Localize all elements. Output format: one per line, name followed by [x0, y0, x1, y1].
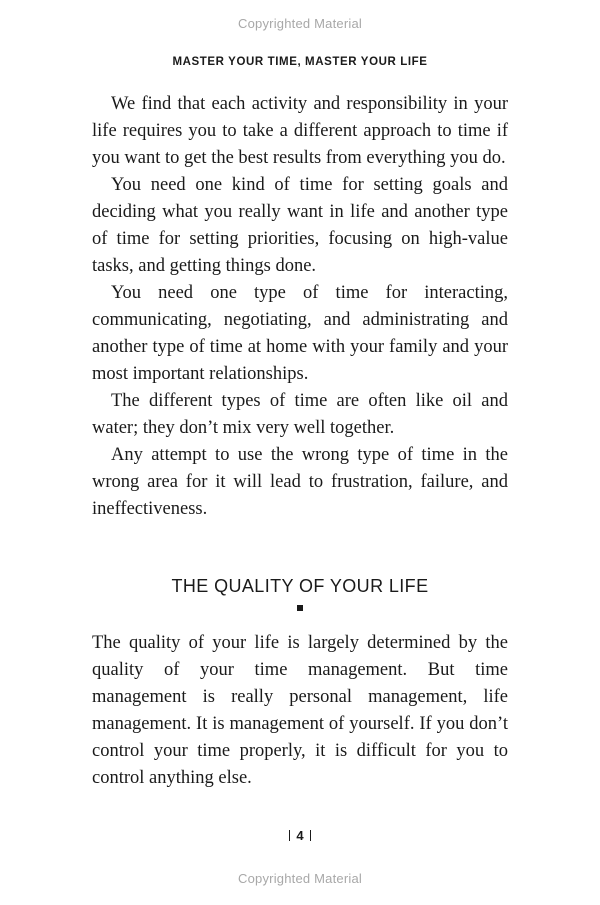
section-body-text: [92, 630, 508, 792]
copyright-watermark-top: Copyrighted Material: [238, 16, 362, 31]
paragraph: You need one kind of time for setting goals and deciding what you really want in life and another type of time for setting priorities, focusing on high-value tasks, and getting things done.: [92, 175, 508, 276]
paragraph: We find that each activity and responsibility in your life requires you to take a different approach to time if you want to get the best results from everything you do.: [92, 94, 508, 168]
page-folio: [0, 828, 600, 843]
page-number: 4: [296, 828, 304, 843]
section-paragraph: The quality of your life is largely determined by the quality of your time management. But time management is really personal management, life management. It is management of yourself. If you don’t control your time properly, it is difficult for you to control anything else.: [92, 633, 508, 788]
running-head: MASTER YOUR TIME, MASTER YOUR LIFE: [172, 56, 428, 68]
square-bullet-icon: [297, 605, 303, 611]
paragraph: The different types of time are often like oil and water; they don’t mix very well together.: [92, 391, 508, 438]
paragraph: You need one type of time for interacting, communicating, negotiating, and administrating and another type of time at home with your family and your most important relationships.: [92, 283, 508, 384]
folio-bar-right: [310, 830, 311, 841]
copyright-watermark-bottom: Copyrighted Material: [238, 871, 362, 886]
paragraph: Any attempt to use the wrong type of time in the wrong area for it will lead to frustration, failure, and ineffectiveness.: [92, 445, 508, 519]
body-text-block: [92, 91, 508, 523]
folio-bar-left: [289, 830, 290, 841]
section-heading: THE QUALITY OF YOUR LIFE: [171, 576, 429, 596]
